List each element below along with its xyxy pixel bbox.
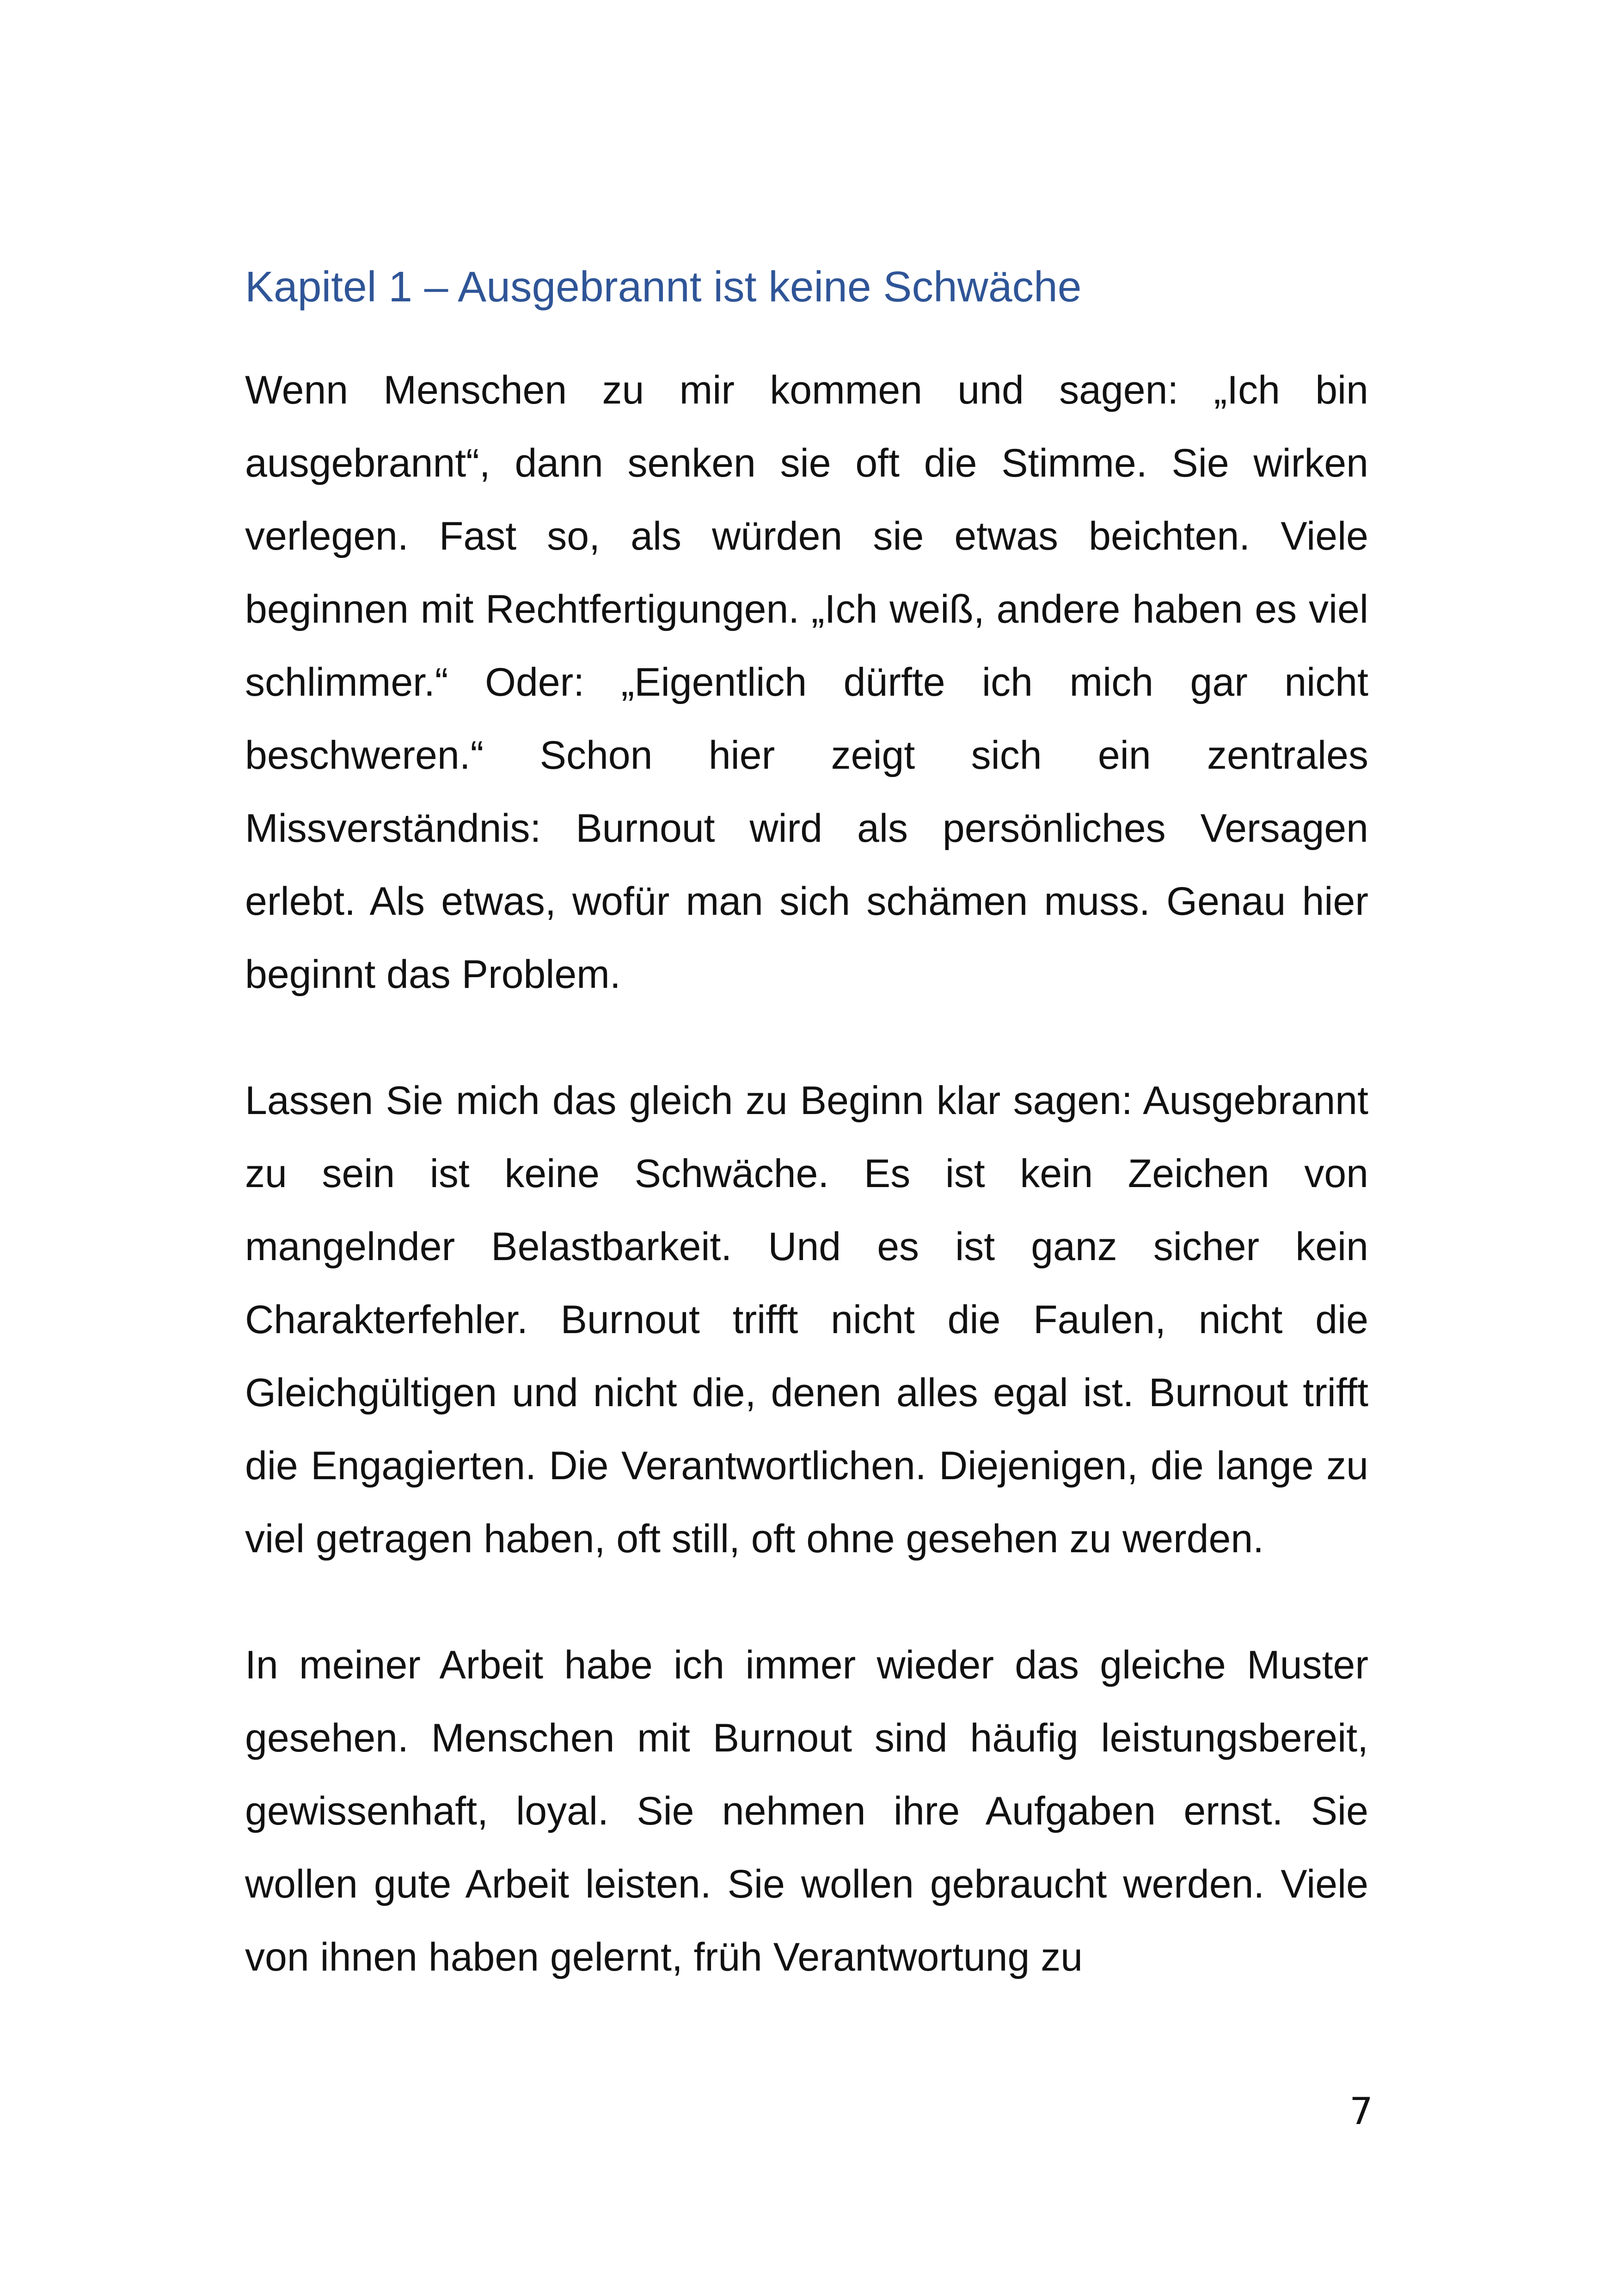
- page-content: [245, 257, 1368, 1994]
- page-number: 7: [1349, 2090, 1373, 2133]
- body-paragraph-1: Wenn Menschen zu mir kommen und sagen: „Ich bin ausgebrannt“, dann senken sie oft die Stimme. Sie wirken verlegen. Fast so, als würden sie etwas beichten. Viele beginnen mit Rechtfertigungen. „Ich weiß, andere haben es viel schlimmer.“ Oder: „Eigentlich dürfte ich mich gar nicht beschweren.“ Schon hier zeigt sich ein zentrales Missverständnis: Burnout wird als persönliches Versagen erlebt. Als etwas, wofür man sich schämen muss. Genau hier beginnt das Problem.: [245, 368, 1368, 997]
- body-paragraph-2: Lassen Sie mich das gleich zu Beginn klar sagen: Ausgebrannt zu sein ist keine Schwäche. Es ist kein Zeichen von mangelnder Belastbarkeit. Und es ist ganz sicher kein Charakterfehler. Burnout trifft nicht die Faulen, nicht die Gleichgültigen und nicht die, denen alles egal ist. Burnout trifft die Engagierten. Die Verantwortlichen. Diejenigen, die lange zu viel getragen haben, oft still, oft ohne gesehen zu werden.: [245, 1078, 1368, 1561]
- chapter-heading: Kapitel 1 – Ausgebrannt ist keine Schwäche: [245, 263, 1082, 311]
- body-paragraph-3: In meiner Arbeit habe ich immer wieder das gleiche Muster gesehen. Menschen mit Burnout sind häufig leistungsbereit, gewissenhaft, loyal. Sie nehmen ihre Aufgaben ernst. Sie wollen gute Arbeit leisten. Sie wollen gebraucht werden. Viele von ihnen haben gelernt, früh Verantwortung zu: [245, 1643, 1368, 1979]
